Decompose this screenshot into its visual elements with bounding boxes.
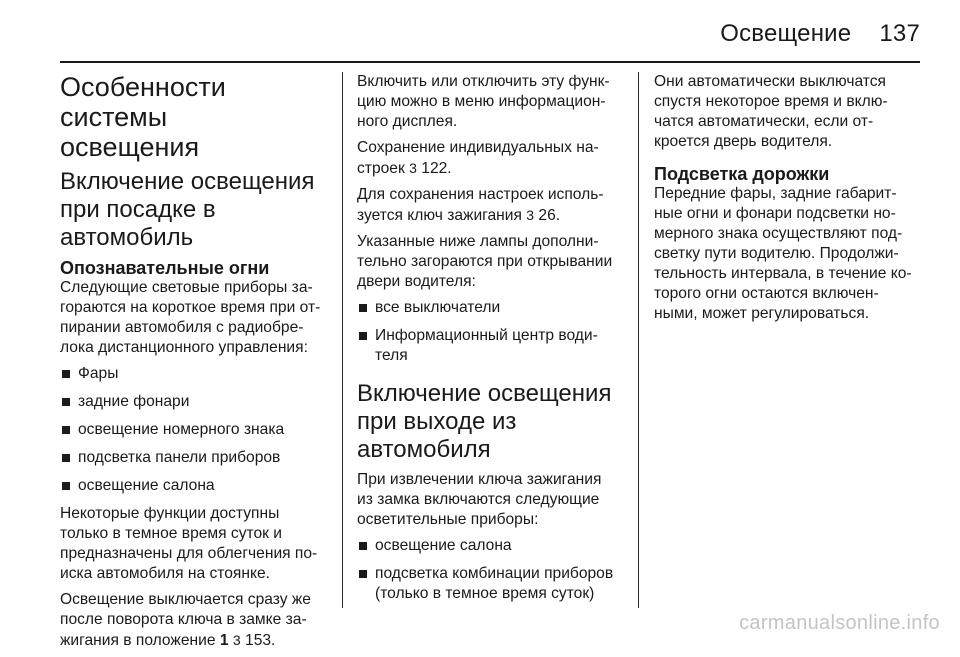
subsection-heading-line: автомобиля [357,436,491,463]
page-header [60,14,920,54]
text-line: светку пути водителю. Продолжи- [654,245,899,262]
text-line: кроется дверь водителя. [654,133,833,150]
header-rule [60,61,920,63]
text-line: только в темное время суток и [60,525,283,542]
text-line: Освещение выключается сразу же [60,591,311,608]
list-item: подсветка панели приборов [60,448,328,468]
bullet-list [60,364,328,496]
column-2 [357,72,625,612]
text-line: ного дисплея. [357,113,458,130]
section-heading-line: Особенности системы [60,72,226,132]
paragraph [357,185,625,226]
text-line: Они автоматически выключатся [654,73,887,90]
text-line: Указанные ниже лампы дополни- [357,233,599,250]
text-line: При извлечении ключа зажигания [357,471,602,488]
text-line: ными, может регулироваться. [654,305,870,322]
text-line: строек [357,160,410,177]
text-line: Для сохранения настроек исполь- [357,186,604,203]
text-line: зуется ключ зажигания [357,207,527,224]
text-line: Включить или отключить эту функ- [357,73,610,90]
bullet-list [357,536,625,604]
text-line: тельность интервала, в течение ко- [654,265,912,282]
list-item [357,326,625,366]
paragraph [357,138,625,179]
subsection-heading-line: при выходе из [357,408,517,435]
text-line: двери водителя: [357,273,476,290]
crossref-arrow-icon[interactable]: 3 [526,207,535,223]
crossref-arrow-icon[interactable]: 3 [409,160,417,176]
section-heading-line: освещения [60,132,200,162]
crossref-arrow-icon[interactable]: 3 [232,632,241,648]
paragraph [60,278,328,358]
page-number: 137 [879,20,920,47]
text-line: пирании автомобиля с радиобре- [60,319,304,336]
text-line: тельно загораются при открывании [357,253,613,270]
text-line: чатся автоматически, если от- [654,113,874,130]
text-line: торого огни остаются включен- [654,285,879,302]
list-item [357,564,625,604]
chapter-title: Освещение [720,20,852,47]
paragraph [654,184,922,324]
text-line: иска автомобиля на стоянке. [60,565,270,582]
list-item: освещение салона [60,476,328,496]
list-item: освещение номерного знака [60,420,328,440]
paragraph [357,232,625,292]
paragraph [357,470,625,530]
subsection-heading-line: Включение освещения [357,380,612,407]
paragraph [654,72,922,152]
text-line: Некоторые функции доступны [60,505,280,522]
subsection-heading-entry [60,168,328,252]
list-item: Фары [60,364,328,384]
text-line: цию можно в меню информацион- [357,93,606,110]
text-line: жигания в положение [60,632,220,649]
list-item-text: Информационный центр води- [375,327,598,344]
column-1 [60,72,328,657]
text-line: Следующие световые приборы за- [60,279,313,296]
text-line: после поворота ключа в замке за- [60,611,307,628]
page-reference[interactable]: 26. [538,207,561,224]
subsection-heading-line: автомобиль [60,224,194,251]
topic-heading-path-lighting: Подсветка дорожки [654,164,830,184]
list-item: освещение салона [357,536,625,556]
page-reference[interactable]: 153. [245,632,276,649]
topic-heading-identification-lights: Опознавательные огни [60,258,270,278]
subsection-heading-exit [357,380,625,464]
column-3 [654,72,922,330]
ignition-position: 1 [219,632,229,649]
watermark: carmanualsonline.info [739,612,940,634]
list-item-text: теля [375,347,408,364]
column-divider-1 [342,72,343,608]
list-item-text: подсветка комбинации приборов [375,565,614,582]
paragraph [60,504,328,584]
subsection-heading-line: при посадке в [60,196,216,223]
column-divider-2 [638,72,639,608]
text-line: из замка включаются следующие [357,491,600,508]
list-item: все выключатели [357,298,625,318]
list-item-text: (только в темное время суток) [375,585,595,602]
text-line: ные огни и фонари подсветки но- [654,205,896,222]
paragraph [357,72,625,132]
text-line: гораются на короткое время при от- [60,299,321,316]
subsection-heading-line: Включение освещения [60,168,315,195]
text-line: предназначены для облегчения по- [60,545,318,562]
text-line: мерного знака осуществляют под- [654,225,903,242]
page-reference[interactable]: 122. [421,160,452,177]
text-line: осветительные приборы: [357,511,539,528]
text-line: лока дистанционного управления: [60,339,308,356]
text-line: Сохранение индивидуальных на- [357,139,599,156]
section-heading [60,72,328,162]
text-line: спустя некоторое время и вклю- [654,93,888,110]
text-line: Передние фары, задние габарит- [654,185,897,202]
bullet-list [357,298,625,366]
list-item: задние фонари [60,392,328,412]
